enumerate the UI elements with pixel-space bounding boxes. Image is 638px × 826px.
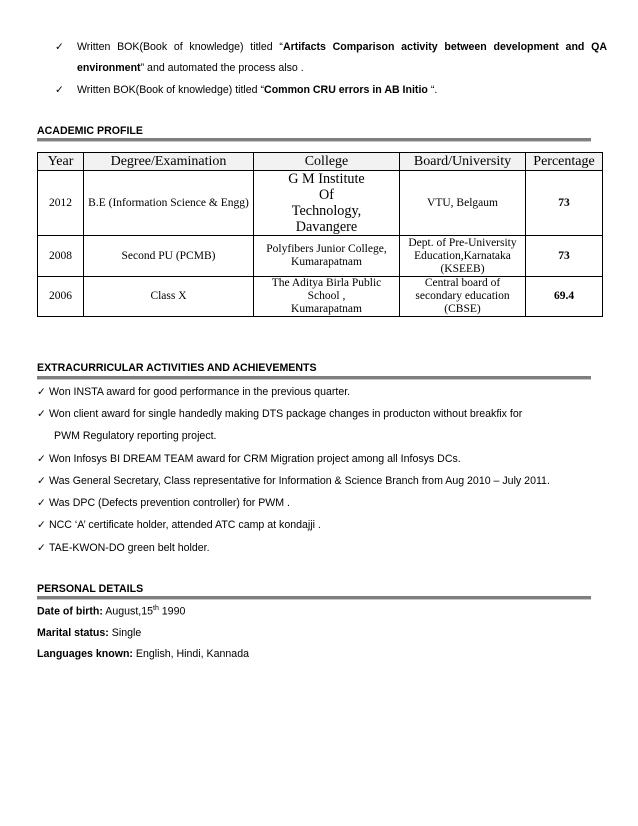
checkmark-icon: ✓ bbox=[37, 453, 46, 465]
languages-known: Languages known: English, Hindi, Kannada bbox=[37, 648, 249, 660]
checkmark-icon: ✓ bbox=[55, 84, 64, 96]
board-cell: Dept. of Pre-University Education,Karnataka (KSEEB) bbox=[400, 236, 526, 277]
header-college: College bbox=[254, 153, 400, 171]
board-cell: Central board of secondary education (CBSE) bbox=[400, 277, 526, 317]
checkmark-icon: ✓ bbox=[37, 497, 46, 509]
section-divider bbox=[37, 376, 591, 379]
college-cell: The Aditya Birla Public School , Kumarapatnam bbox=[254, 277, 400, 317]
degree-cell: Second PU (PCMB) bbox=[84, 236, 254, 277]
percentage-cell: 73 bbox=[526, 171, 603, 236]
year-cell: 2008 bbox=[38, 236, 84, 277]
list-item-continuation: PWM Regulatory reporting project. bbox=[54, 430, 217, 442]
header-percentage: Percentage bbox=[526, 153, 603, 171]
academic-table bbox=[37, 152, 603, 317]
date-of-birth: Date of birth: August,15th 1990 bbox=[37, 605, 186, 618]
list-item: ✓ Won INSTA award for good performance in the previous quarter. bbox=[37, 386, 351, 398]
checkmark-icon: ✓ bbox=[37, 519, 46, 531]
table-header-row bbox=[38, 153, 603, 171]
college-cell: Polyfibers Junior College, Kumarapatnam bbox=[254, 236, 400, 277]
section-divider bbox=[37, 138, 591, 141]
table-row bbox=[38, 171, 603, 236]
percentage-cell: 73 bbox=[526, 236, 603, 277]
academic-profile-title: ACADEMIC PROFILE bbox=[37, 125, 143, 137]
year-cell: 2006 bbox=[38, 277, 84, 317]
list-item: ✓ TAE-KWON-DO green belt holder. bbox=[37, 542, 210, 554]
year-cell: 2012 bbox=[38, 171, 84, 236]
checkmark-icon: ✓ bbox=[37, 408, 46, 420]
list-item: ✓ NCC ‘A’ certificate holder, attended ATC camp at kondajji . bbox=[37, 519, 321, 531]
degree-cell: Class X bbox=[84, 277, 254, 317]
checkmark-icon: ✓ bbox=[37, 475, 46, 487]
college-cell: G M Institute Of Technology, Davangere bbox=[254, 171, 400, 236]
marital-status: Marital status: Single bbox=[37, 627, 142, 639]
header-board: Board/University bbox=[400, 153, 526, 171]
degree-cell: B.E (Information Science & Engg) bbox=[84, 171, 254, 236]
checkmark-icon: ✓ bbox=[37, 386, 46, 398]
header-year: Year bbox=[38, 153, 84, 171]
checkmark-icon: ✓ bbox=[55, 41, 64, 53]
personal-details-title: PERSONAL DETAILS bbox=[37, 583, 144, 595]
section-divider bbox=[37, 596, 591, 599]
list-item: ✓ Won client award for single handedly making DTS package changes in producton without breakfix for bbox=[37, 408, 523, 420]
percentage-cell: 69.4 bbox=[526, 277, 603, 317]
checkmark-icon: ✓ bbox=[37, 542, 46, 554]
table-row bbox=[38, 236, 603, 277]
list-item: ✓ Was General Secretary, Class representative for Information & Science Branch from Aug 2010 – July 2011. bbox=[37, 475, 550, 487]
header-degree: Degree/Examination bbox=[84, 153, 254, 171]
table-row bbox=[38, 277, 603, 317]
extracurricular-title: EXTRACURRICULAR ACTIVITIES AND ACHIEVEMENTS bbox=[37, 362, 317, 374]
board-cell: VTU, Belgaum bbox=[400, 171, 526, 236]
list-item: ✓ Was DPC (Defects prevention controller) for PWM . bbox=[37, 497, 290, 509]
list-item: ✓ Won Infosys BI DREAM TEAM award for CRM Migration project among all Infosys DCs. bbox=[37, 453, 461, 465]
